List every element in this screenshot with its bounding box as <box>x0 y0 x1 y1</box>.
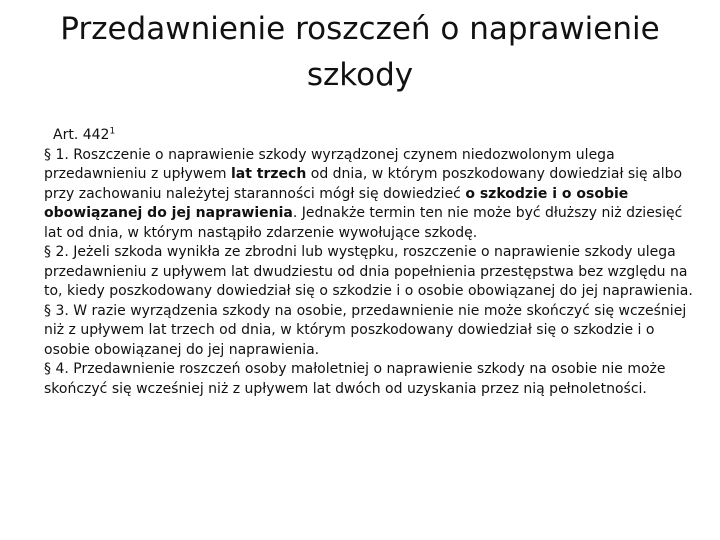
paragraph-4: § 4. Przedawnienie roszczeń osoby małoletniej o naprawienie szkody na osobie nie może skończyć się wcześniej niż z upływem lat dwóch od uzyskania przez nią pełnoletności. <box>44 361 666 397</box>
slide-content <box>44 126 694 399</box>
slide-title: Przedawnienie roszczeń o naprawienie szkody <box>60 11 660 93</box>
article-heading <box>44 126 694 146</box>
article-superscript: 1 <box>109 126 116 137</box>
paragraph-3: § 3. W razie wyrządzenia szkody na osobie, przedawnienie nie może skończyć się wcześniej niż z upływem lat trzech od dnia, w którym poszkodowany dowiedział się o szkodzie i o osobie obowiązanej do jej naprawienia. <box>44 302 687 358</box>
paragraph-1-text-a: § 1. Roszczenie o naprawienie szkody wyrządzonej czynem niedozwolonym ulega przedawnieniu z upływem <box>44 146 615 182</box>
paragraph-2: § 2. Jeżeli szkoda wynikła ze zbrodni lub występku, roszczenie o naprawienie szkody ulega przedawnieniu z upływem lat dwudziestu od dnia popełnienia przestępstwa bez względu na to, kiedy poszkodowany dowiedział się o szkodzie i o osobie obowiązanej do jej naprawienia. <box>44 244 693 299</box>
paragraph-1-text-b: od dnia, w którym poszkodowany dowiedział się albo przy zachowaniu należytej staranności mógł się dowiedzieć <box>44 166 683 202</box>
article-label: Art. 442 <box>53 127 110 143</box>
paragraph-1-bold-a: lat trzech <box>230 166 307 182</box>
paragraph-1 <box>44 146 694 244</box>
paragraph-1-text-c: . Jednakże termin ten nie może być dłuższy niż dziesięć lat od dnia, w którym nastąpiło zdarzenie wywołujące szkodę. <box>44 205 683 241</box>
paragraph-1-bold-b: o szkodzie i o osobie obowiązanej do jej naprawienia <box>44 185 629 221</box>
